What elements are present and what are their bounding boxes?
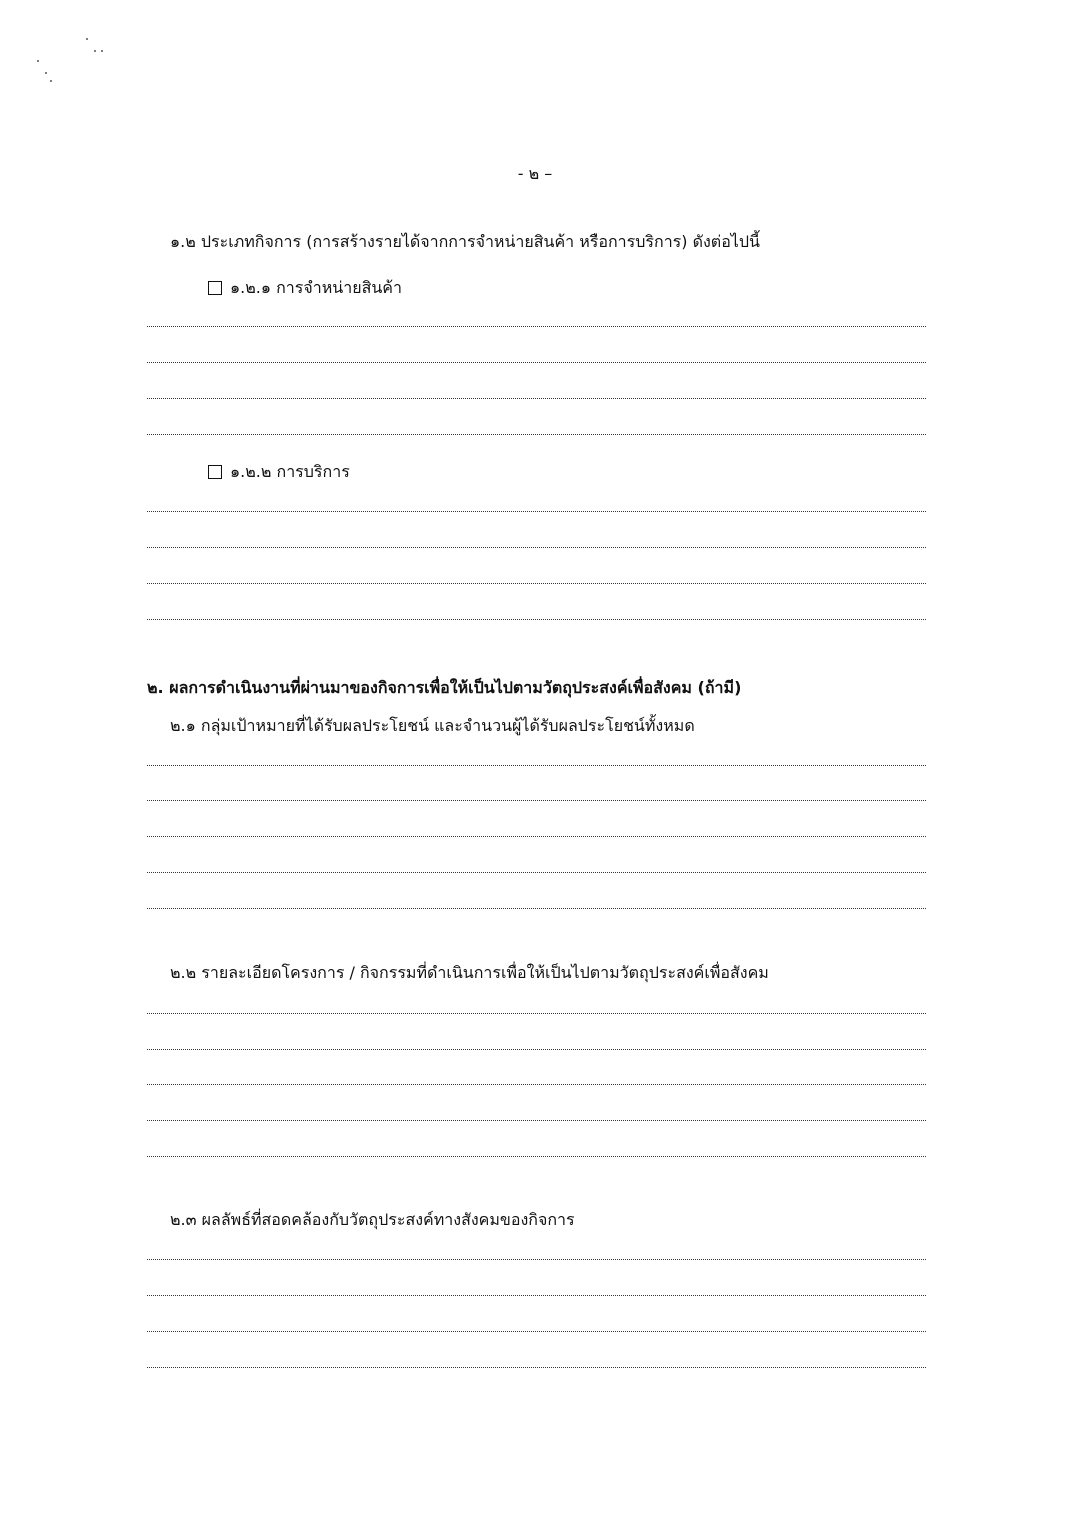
answer-line[interactable]: [147, 1156, 926, 1157]
answer-line[interactable]: [147, 908, 926, 909]
answer-line[interactable]: [147, 362, 926, 363]
scan-speck: [50, 80, 52, 82]
scan-speck: [101, 50, 103, 52]
answer-line[interactable]: [147, 434, 926, 435]
section-1-2-heading: ๑.๒ ประเภทกิจการ (การสร้างรายได้จากการจำหน่ายสินค้า หรือการบริการ) ดังต่อไปนี้: [170, 232, 760, 251]
item-2-3-heading: ๒.๓ ผลลัพธ์ที่สอดคล้องกับวัตถุประสงค์ทางสังคมของกิจการ: [170, 1210, 575, 1229]
checkbox-1-2-1[interactable]: [208, 281, 222, 295]
scan-speck: [45, 72, 47, 74]
answer-line[interactable]: [147, 326, 926, 327]
answer-line[interactable]: [147, 547, 926, 548]
scan-speck: [37, 60, 39, 62]
answer-line[interactable]: [147, 765, 926, 766]
answer-line[interactable]: [147, 1331, 926, 1332]
answer-line[interactable]: [147, 1013, 926, 1014]
answer-line[interactable]: [147, 1120, 926, 1121]
answer-line[interactable]: [147, 872, 926, 873]
checkbox-1-2-2[interactable]: [208, 465, 222, 479]
answer-line[interactable]: [147, 1259, 926, 1260]
page-number: - ๒ –: [517, 164, 553, 183]
item-2-2-heading: ๒.๒ รายละเอียดโครงการ / กิจกรรมที่ดำเนินการเพื่อให้เป็นไปตามวัตถุประสงค์เพื่อสังคม: [170, 963, 769, 982]
section-2-heading: ๒. ผลการดำเนินงานที่ผ่านมาของกิจการเพื่อให้เป็นไปตามวัตถุประสงค์เพื่อสังคม (ถ้ามี): [147, 678, 742, 697]
answer-line[interactable]: [147, 800, 926, 801]
answer-line[interactable]: [147, 1295, 926, 1296]
option-1-2-1[interactable]: [208, 277, 402, 299]
answer-line[interactable]: [147, 1367, 926, 1368]
option-1-2-2-label: ๑.๒.๒ การบริการ: [230, 462, 350, 481]
answer-line[interactable]: [147, 1084, 926, 1085]
scan-speck: [86, 38, 88, 40]
item-2-1-heading: ๒.๑ กลุ่มเป้าหมายที่ได้รับผลประโยชน์ และจำนวนผู้ได้รับผลประโยชน์ทั้งหมด: [170, 716, 695, 735]
option-1-2-1-label: ๑.๒.๑ การจำหน่ายสินค้า: [230, 278, 402, 297]
option-1-2-2[interactable]: [208, 461, 350, 483]
answer-line[interactable]: [147, 511, 926, 512]
scan-speck: [94, 50, 96, 52]
answer-line[interactable]: [147, 1049, 926, 1050]
answer-line[interactable]: [147, 836, 926, 837]
answer-line[interactable]: [147, 619, 926, 620]
answer-line[interactable]: [147, 398, 926, 399]
answer-line[interactable]: [147, 583, 926, 584]
